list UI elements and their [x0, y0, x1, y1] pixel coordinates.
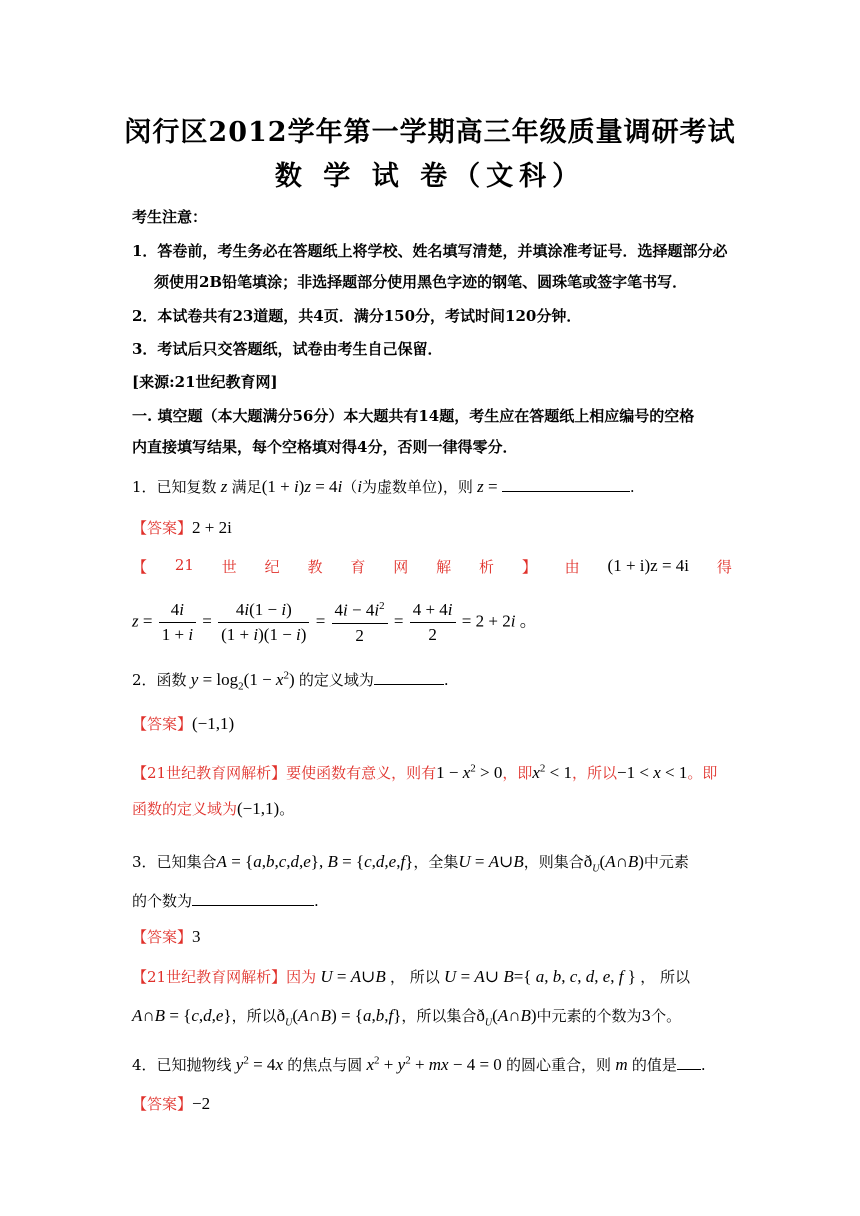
notice-item-2: 2．本试卷共有23道题，共4页．满分150分，考试时间120分钟．: [132, 307, 582, 325]
q1-mid3: 为虚数单位)，则: [362, 478, 473, 496]
section-heading: 一. 填空题（本大题满分56分）本大题共有14题，考生应在答题纸上相应编号的空格: [132, 407, 695, 425]
notice-heading: 考生注意：: [132, 208, 208, 226]
q2-analysis-line2: 函数的定义域为(−1,1)。: [132, 799, 295, 818]
question-4: 4．已知抛物线 $y^2 = 4x$ 的焦点与圆 $x^2 + y^2$ + mx − 4 = 0 的圆心重合，则 m 的值是 .: [132, 1054, 706, 1074]
q3-analysis-line2: A∩B = {c,d,e}，所以$ð_U(A\cap B) = \{a,b,f\}$，所以集合$ð_U(A\cap B)$中元素的个数为3个。: [132, 1006, 682, 1029]
notice-item-3: 3．考试后只交答题纸，试卷由考生自己保留．: [132, 340, 443, 358]
q1-mid2: （: [342, 478, 358, 496]
question-3: 3．已知集合A = {a,b,c,d,e}, B = {c,d,e,f}，全集U = A∪B，则集合$ð_U(A\cap B)$中元素: [132, 852, 689, 875]
q1-answer-tag: 【答案】: [132, 519, 193, 537]
q2-answer: 【答案】(−1,1): [132, 714, 235, 733]
question-1: 1．已知复数 z 满足(1 + i)z = 4i（i为虚数单位)，则 z = .: [132, 477, 635, 496]
q3-answer: 【答案】3: [132, 927, 201, 946]
notice-item-1: 1．答卷前，考生务必在答题纸上将学校、姓名填写清楚，并填涂准考证号．选择题部分必: [132, 242, 728, 260]
question-3-cont: 的个数为 .: [132, 892, 319, 910]
q3-answer-value: 3: [192, 927, 201, 946]
q1-analysis-line1: 【 21 世 纪 教 育 网 解 析 】 由 (1 + i)z = 4i 得: [132, 556, 732, 576]
q2-analysis-line1: 【21世纪教育网解析】要使函数有意义，则有$1 - x^2 > 0$，即$x^2 < 1$，所以−1 < x < 1。即: [132, 762, 718, 782]
notice-item-1-cont: 须使用2B铅笔填涂；非选择题部分使用黑色字迹的钢笔、圆珠笔或签字笔书写．: [154, 273, 688, 291]
q4-answer: 【答案】−2: [132, 1094, 211, 1113]
q1-mid1: 满足: [231, 478, 262, 496]
q1-answer-value: 2 + 2i: [192, 518, 232, 537]
question-2: 2．函数 $y = \log_2(1 - x^2)$ 的定义域为 .: [132, 669, 449, 693]
q2-answer-blank: [374, 670, 444, 685]
source-note: [来源:21世纪教育网]: [132, 373, 278, 391]
q2-answer-value: (−1,1): [192, 714, 235, 733]
q4-answer-blank: [677, 1055, 701, 1070]
section-heading-cont: 内直接填写结果，每个空格填对得4分，否则一律得零分．: [132, 438, 518, 456]
q3-analysis-line1: 【21世纪教育网解析】因为 U = A∪B ， 所以 U = A∪ B={ a, b, c, d, e, f } ， 所以: [132, 967, 690, 986]
q1-answer-blank: [502, 477, 630, 492]
exam-title: 闵行区2012学年第一学期高三年级质量调研考试: [124, 117, 736, 148]
q1-analysis-formula: z = $\frac{4i}{1 + i}$ = $\frac{4i(1 - i)}{(1 + i)(1 - i)}$ = $\frac{4i - 4i^2}{2}$ = $\frac{4 + 4i}{2}$ = 2 + 2i 。: [132, 600, 537, 645]
exam-subtitle: 数 学 试 卷（文科）: [274, 161, 586, 192]
q4-answer-value: −2: [192, 1094, 211, 1113]
q3-answer-blank: [192, 891, 314, 906]
q1-answer: [132, 517, 232, 538]
q1-prefix: 1．已知复数: [132, 478, 217, 496]
